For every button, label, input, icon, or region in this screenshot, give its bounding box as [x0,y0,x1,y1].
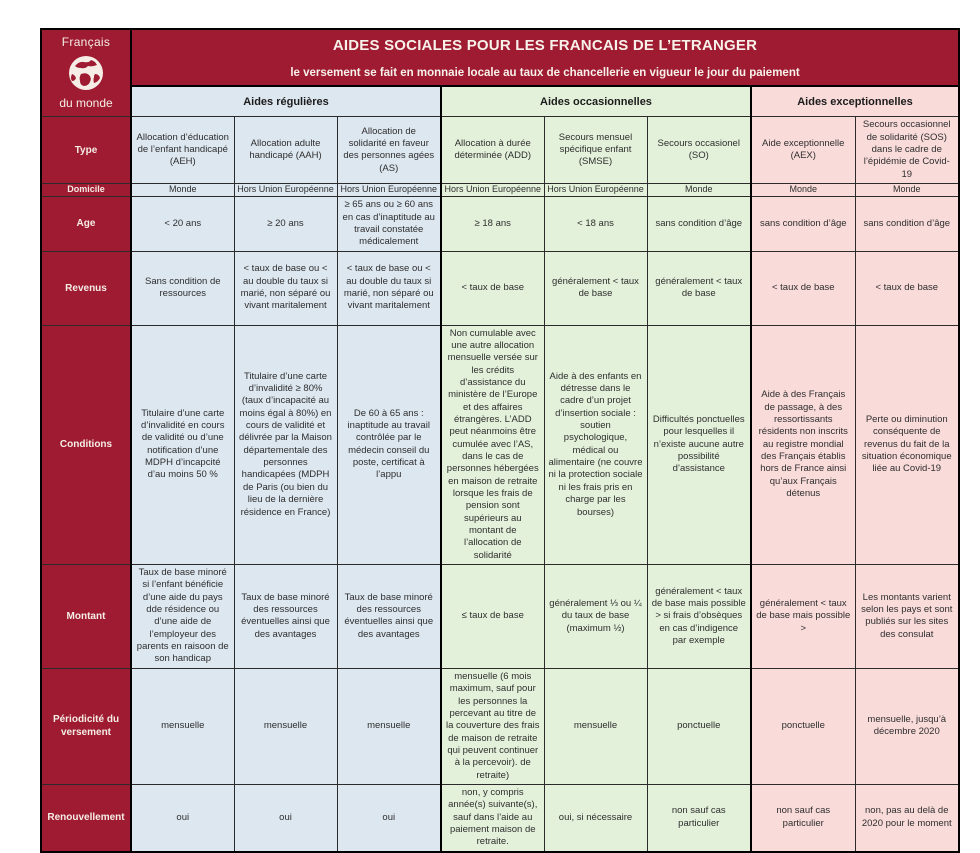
table-cell: ≥ 65 ans ou ≥ 60 ans en cas d’inaptitude au travail constatée médicalement [337,197,441,251]
table-cell: oui [234,784,337,851]
table-cell: oui [337,784,441,851]
row-label-age: Age [41,197,131,251]
table-cell: < taux de base [751,251,855,325]
table-cell: Allocation adulte handicapé (AAH) [234,117,337,184]
group-header-occasionnelles: Aides occasionnelles [441,86,751,117]
table-cell: généralement < taux de base mais possible > [751,565,855,669]
table-cell: ≤ taux de base [441,565,544,669]
table-cell: < 20 ans [131,197,234,251]
table-cell: oui [131,784,234,851]
table-cell: Hors Union Européenne [337,184,441,197]
table-cell: Monde [855,184,959,197]
row-label-montant: Montant [41,565,131,669]
table-cell: non, y compris année(s) suivante(s), sauf dans l’aide au paiement maison de retraite. [441,784,544,851]
table-cell: généralement < taux de base mais possible > si frais d’obsèques en cas d’indigence par exemple [647,565,751,669]
logo-text-top: Français [61,34,111,49]
row-label-periodicite: Périodicité du versement [41,668,131,784]
table-cell: Hors Union Européenne [544,184,647,197]
page-subtitle: le versement se fait en monnaie locale au taux de chancellerie en vigueur le jour du paiement [290,66,800,79]
table-cell: mensuelle [131,668,234,784]
table-cell: Aide exceptionnelle (AEX) [751,117,855,184]
table-cell: sans condition d’âge [751,197,855,251]
logo-text-bottom: du monde [59,96,113,111]
table-cell: non sauf cas particulier [647,784,751,851]
table-cell: Allocation à durée déterminée (ADD) [441,117,544,184]
row-label-conditions: Conditions [41,325,131,565]
group-header-regulieres: Aides régulières [131,86,441,117]
page-title: AIDES SOCIALES POUR LES FRANCAIS DE L’ETRANGER [332,37,758,54]
table-cell: ponctuelle [751,668,855,784]
table-cell: < taux de base [855,251,959,325]
table-cell: Secours mensuel spécifique enfant (SMSE) [544,117,647,184]
row-label-revenus: Revenus [41,251,131,325]
table-cell: Taux de base minoré des ressources éventuelles ainsi que des avantages [234,565,337,669]
table-cell: mensuelle (6 mois maximum, sauf pour les personnes la percevant au titre de la couverture des frais de maison de retraite qui peuvent continuer à la percevoir). de retraite) [441,668,544,784]
table-cell: sans condition d’âge [855,197,959,251]
table-cell: Monde [751,184,855,197]
table-cell: Hors Union Européenne [441,184,544,197]
table-cell: mensuelle [337,668,441,784]
table-cell: < 18 ans [544,197,647,251]
group-header-exceptionnelles: Aides exceptionnelles [751,86,959,117]
logo [41,29,131,117]
table-cell: ≥ 18 ans [441,197,544,251]
table-cell: Monde [131,184,234,197]
table-cell: De 60 à 65 ans : inaptitude au travail contrôlée par le médecin conseil du poste, certificat à l’appu [337,325,441,565]
table-cell: Aide à des enfants en détresse dans le cadre d’un projet d’insertion sociale : soutien psychologique, médical ou alimentaire (ne couvre ni la protection sociale ni les frais pris en charge par les bourses) [544,325,647,565]
row-label-domicile: Domicile [41,184,131,197]
table-cell: Difficultés ponctuelles pour lesquelles il n’existe aucune autre possibilité d’assistance [647,325,751,565]
table-cell: Perte ou diminution conséquente de revenus du fait de la situation économique liée au Covid-19 [855,325,959,565]
table-cell: sans condition d’âge [647,197,751,251]
table-cell: ponctuelle [647,668,751,784]
table-cell: Allocation d’éducation de l’enfant handicapé (AEH) [131,117,234,184]
table-cell: Les montants varient selon les pays et sont publiés sur les sites des consulat [855,565,959,669]
table-cell: généralement < taux de base [647,251,751,325]
globe-icon [65,52,107,94]
aides-table [40,28,960,853]
row-label-renouvellement: Renouvellement [41,784,131,851]
table-cell: mensuelle [234,668,337,784]
document-page [40,28,958,848]
table-cell: Non cumulable avec une autre allocation mensuelle versée sur les crédits d’assistance du ministère de l’Europe et des affaires étrangères. L’ADD peut néanmoins être cumulée avec l’AS, dans le cas de personnes hébergées en maison de retraite lorsque les frais de pension sont supérieurs au montant de l’allocation de solidarité [441,325,544,565]
table-cell: < taux de base ou < au double du taux si marié, non séparé ou vivant maritalement [337,251,441,325]
table-cell: Aide à des Français de passage, à des ressortissants résidents non inscrits au registre mondial des Français établis hors de France ainsi qu’aux Français détenus [751,325,855,565]
table-cell: Monde [647,184,751,197]
table-cell: Allocation de solidarité en faveur des personnes agées (AS) [337,117,441,184]
row-label-type: Type [41,117,131,184]
table-cell: non sauf cas particulier [751,784,855,851]
table-cell: < taux de base ou < au double du taux si marié, non séparé ou vivant maritalement [234,251,337,325]
table-cell: < taux de base [441,251,544,325]
table-cell: Sans condition de ressources [131,251,234,325]
table-cell: Taux de base minoré si l’enfant bénéficie d’une aide du pays dde résidence ou d’une aide de l’employeur des parents en raisoon de son handicap [131,565,234,669]
table-cell: oui, si nécessaire [544,784,647,851]
table-cell: mensuelle [544,668,647,784]
table-cell: Taux de base minoré des ressources éventuelles ainsi que des avantages [337,565,441,669]
table-cell: ≥ 20 ans [234,197,337,251]
table-cell: non, pas au delà de 2020 pour le moment [855,784,959,851]
table-cell: généralement ⅓ ou ¼ du taux de base (maximum ½) [544,565,647,669]
table-cell: Secours occasionel (SO) [647,117,751,184]
table-cell: Titulaire d’une carte d’invalidité ≥ 80% (taux d’incapacité au moins égal à 80%) en cours de validité et délivrée par la Maison départementale des personnes handicapées (MDPH de Paris (ou bien du lieu de la dernière résidence en France) [234,325,337,565]
table-cell: mensuelle, jusqu’à décembre 2020 [855,668,959,784]
table-cell: Secours occasionnel de solidarité (SOS) dans le cadre de l’épidémie de Covid-19 [855,117,959,184]
title-band [131,29,959,86]
table-cell: Titulaire d’une carte d’invalidité en cours de validité ou d’une notification d’une MDPH d’incapcité d’au moins 50 % [131,325,234,565]
table-cell: généralement < taux de base [544,251,647,325]
table-cell: Hors Union Européenne [234,184,337,197]
